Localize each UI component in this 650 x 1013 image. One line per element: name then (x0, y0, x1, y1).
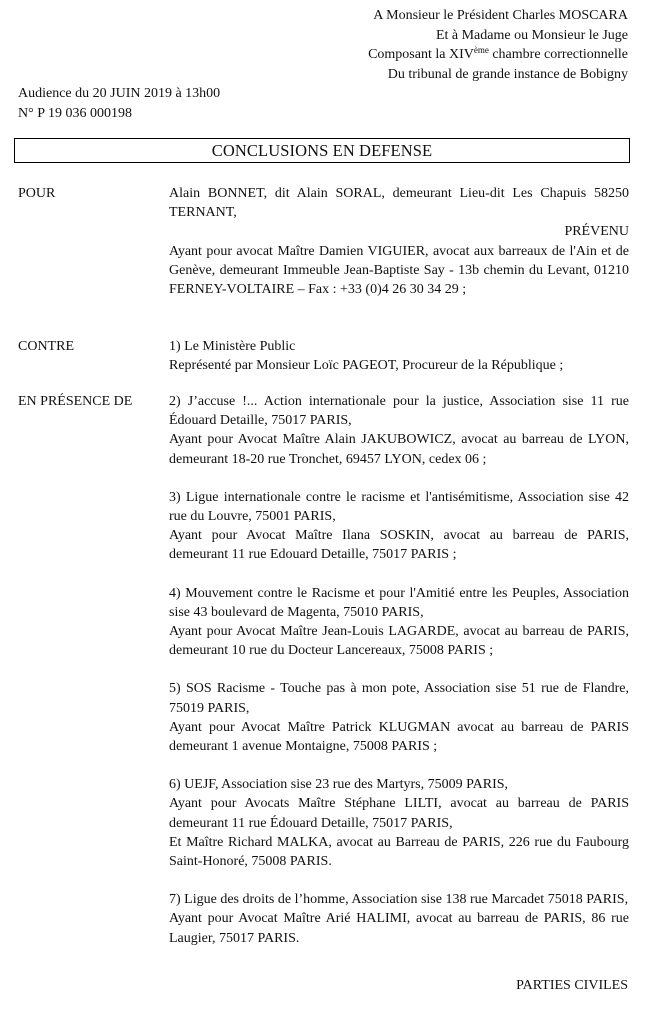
defendant-role: PRÉVENU (564, 224, 629, 240)
civil-party-item (169, 775, 629, 871)
presence-content (169, 392, 629, 948)
prosecution-representative: Représenté par Monsieur Loïc PAGEOT, Procureur de la République ; (169, 358, 564, 374)
civil-party-item (169, 488, 629, 565)
case-number: N° P 19 036 000198 (18, 105, 132, 121)
civil-party-name: 7) Ligue des droits de l’homme, Association sise 138 rue Marcadet 75018 PARIS, (169, 892, 629, 908)
civil-parties-role: PARTIES CIVILES (516, 978, 628, 993)
civil-party-name: 6) UEJF, Association sise 23 rue des Martyrs, 75009 PARIS, (169, 777, 509, 793)
contre-label: CONTRE (18, 339, 74, 354)
addressee-line: Et à Madame ou Monsieur le Juge (435, 27, 628, 43)
addressee-chamber-prefix: Composant la XIV (368, 47, 474, 62)
hearing-info (18, 84, 220, 123)
civil-party-item (169, 890, 629, 948)
hearing-date: Audience du 20 JUIN 2019 à 13h00 (18, 86, 221, 101)
civil-party-lawyer: Ayant pour Avocat Maître Arié HALIMI, avocat au barreau de PARIS, 86 rue Laugier, 75017 PARIS. (169, 911, 629, 946)
prosecution-party: 1) Le Ministère Public (169, 339, 296, 354)
civil-party-name: 3) Ligue internationale contre le racisme et l'antisémitisme, Association sise 42 rue du Louvre, 75001 PARIS, (169, 489, 629, 525)
civil-party-lawyer: Ayant pour Avocats Maître Stéphane LILTI, avocat au barreau de PARIS demeurant 11 rue Édouard Detaille, 75017 PARIS, (169, 796, 629, 831)
addressee-line (368, 45, 628, 65)
contre-content (169, 337, 629, 375)
civil-party-lawyer: Ayant pour Avocat Maître Patrick KLUGMAN avocat au barreau de PARIS demeurant 1 avenue Montaigne, 75008 PARIS ; (169, 719, 629, 755)
civil-party-lawyer: Ayant pour Avocat Maître Alain JAKUBOWICZ, avocat au barreau de LYON, demeurant 18-20 rue Tronchet, 69457 LYON, cedex 06 ; (169, 432, 629, 467)
civil-party-name: 4) Mouvement contre le Racisme et pour l'Amitié entre les Peuples, Association sise 43 boulevard de Magenta, 75010 PARIS, (169, 585, 629, 620)
addressee-line: Du tribunal de grande instance de Bobigny (387, 66, 628, 82)
addressee-block (368, 6, 628, 84)
addressee-chamber-suffix: chambre correctionnelle (488, 47, 628, 62)
civil-party-item (169, 584, 629, 661)
pour-label: POUR (18, 186, 56, 201)
addressee-chamber-sup: ème (473, 45, 489, 55)
document-title: CONCLUSIONS EN DEFENSE (14, 138, 630, 163)
civil-party-name: 5) SOS Racisme - Touche pas à mon pote, Association sise 51 rue de Flandre, 75019 PARIS, (169, 681, 629, 716)
pour-content (169, 184, 629, 299)
addressee-line: A Monsieur le Président Charles MOSCARA (373, 8, 628, 23)
defendant-lawyer: Ayant pour avocat Maître Damien VIGUIER, avocat aux barreaux de l'Ain et de Genève, demeurant Immeuble Jean-Baptiste Say - 13b chemin du Levant, 01210 FERNEY-VOLTAIRE – Fax : +33 (0)4 26 30 34 29 ; (169, 243, 629, 298)
civil-party-item (169, 392, 629, 469)
civil-party-lawyer: Ayant pour Avocat Maître Ilana SOSKIN, avocat au barreau de PARIS, demeurant 11 rue Edouard Detaille, 75017 PARIS ; (169, 528, 629, 563)
civil-party-item (169, 679, 629, 756)
presence-label: EN PRÉSENCE DE (18, 394, 133, 409)
civil-party-lawyer: Ayant pour Avocat Maître Jean-Louis LAGARDE, avocat au barreau de PARIS, demeurant 10 rue du Docteur Lancereaux, 75008 PARIS ; (169, 624, 629, 659)
civil-party-second-lawyer: Et Maître Richard MALKA, avocat au Barreau de PARIS, 226 rue du Faubourg Saint-Honoré, 75008 PARIS. (169, 834, 629, 870)
civil-party-name: 2) J’accuse !... Action internationale pour la justice, Association sise 11 rue Édouard Detaille, 75017 PARIS, (169, 394, 629, 429)
defendant-party: Alain BONNET, dit Alain SORAL, demeurant Lieu-dit Les Chapuis 58250 TERNANT, (169, 186, 629, 221)
